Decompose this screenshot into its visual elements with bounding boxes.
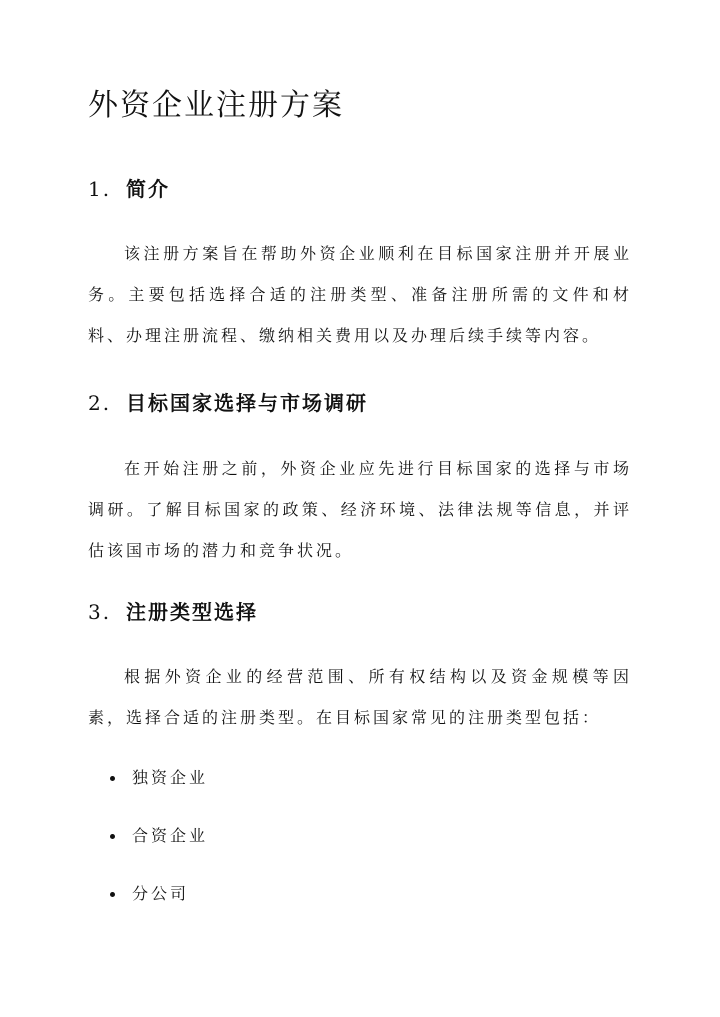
bullet-icon [110,776,115,781]
section-heading-intro [88,174,170,204]
section-title: 目标国家选择与市场调研 [126,391,368,415]
list-item-label: 合资企业 [132,826,209,845]
section-paragraph-intro: 该注册方案旨在帮助外资企业顺利在目标国家注册并开展业务。主要包括选择合适的注册类型、准备注册所需的文件和材料、办理注册流程、缴纳相关费用以及办理后续手续等内容。 [88,244,632,345]
list-item [88,882,208,940]
document-title: 外资企业注册方案 [88,88,344,123]
section-heading-country-selection [88,388,368,418]
section-number: 2. [88,391,112,415]
section-number: 3. [88,600,112,624]
section-heading-registration-type [88,597,258,627]
bullet-icon [110,892,115,897]
list-item-label: 分公司 [132,884,190,903]
section-title: 简介 [126,177,170,201]
list-item [88,824,208,882]
registration-type-list [88,766,208,940]
list-item [88,766,208,824]
section-paragraph-country-selection: 在开始注册之前，外资企业应先进行目标国家的选择与市场调研。了解目标国家的政策、经济环境、法律法规等信息，并评估该国市场的潜力和竞争状况。 [88,459,632,560]
section-paragraph-registration-type: 根据外资企业的经营范围、所有权结构以及资金规模等因素，选择合适的注册类型。在目标国家常见的注册类型包括： [88,667,632,727]
section-number: 1. [88,177,112,201]
section-title: 注册类型选择 [126,600,258,624]
bullet-icon [110,834,115,839]
list-item-label: 独资企业 [132,768,209,787]
